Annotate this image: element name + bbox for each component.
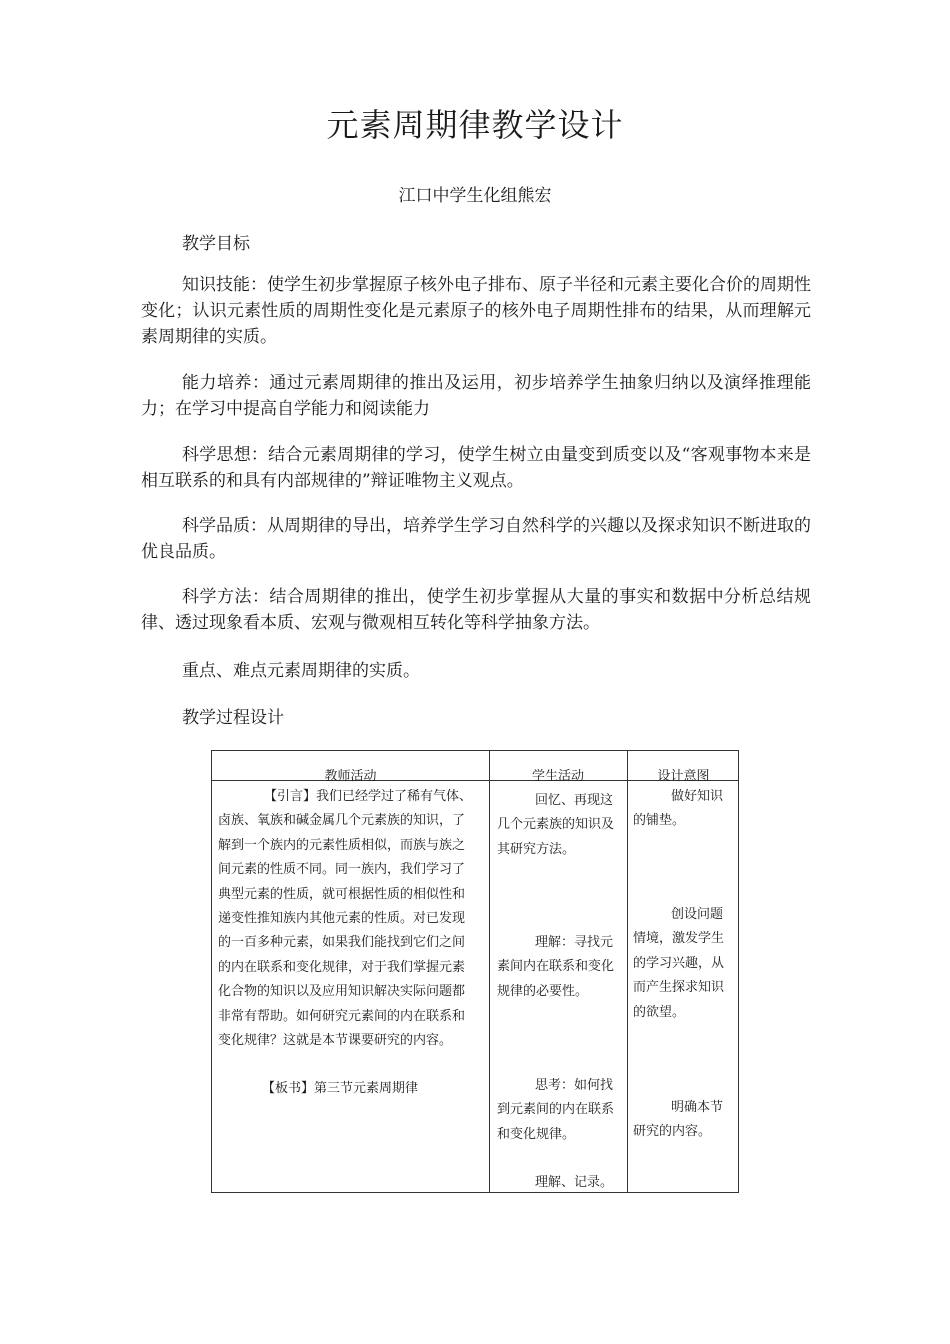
intent-situation-line: 情境，激发学生	[633, 931, 725, 947]
teacher-intro-line: 变化规律？这就是本节课要研究的内容。	[218, 1033, 453, 1049]
teacher-intro-line: 典型元素的性质，就可根据性质的相似性和	[218, 886, 466, 902]
student-understand-line: 规律的必要性。	[497, 983, 589, 999]
student-understand-line: 理解：寻找元	[535, 935, 614, 950]
key-points: 重点、难点元素周期律的实质。	[182, 661, 420, 681]
intent-situation-line: 的学习兴趣，从	[633, 955, 725, 971]
teacher-intro	[218, 785, 486, 1053]
intent-clarify-line: 明确本节	[671, 1100, 724, 1115]
student-record: 理解、记录。	[535, 1175, 614, 1190]
author-line: 江口中学生化组熊宏	[398, 186, 552, 206]
student-recall	[497, 789, 625, 862]
student-recall-line: 其研究方法。	[497, 841, 576, 857]
paragraph-knowledge: 知识技能：使学生初步掌握原子核外电子排布、原子半径和元素主要化合价的周期性变化；认识元素性质的周期性变化是元素原子的核外电子周期性排布的结果，从而理解元素周期律的实质。	[141, 275, 811, 347]
objectives-heading: 教学目标	[182, 234, 250, 254]
intent-groundwork	[633, 785, 737, 834]
paragraph-method: 科学方法：结合周期律的推出，使学生初步掌握从大量的事实和数据中分析总结规律、透过现象看本质、宏观与微观相互转化等科学抽象方法。	[141, 587, 811, 633]
student-recall-line: 几个元素族的知识及	[497, 817, 615, 833]
intent-clarify-line: 研究的内容。	[633, 1124, 712, 1140]
intent-groundwork-line: 的铺垫。	[633, 813, 686, 829]
header-student: 学生活动	[531, 769, 584, 784]
teacher-intro-line: 化合物的知识以及应用知识解决实际问题都	[218, 984, 466, 1000]
student-think	[497, 1074, 625, 1147]
teacher-intro-line: 卤族、氧族和碱金属几个元素族的知识，了	[218, 813, 466, 829]
intent-situation-line: 而产生探求知识	[633, 980, 725, 996]
student-think-line: 到元素间的内在联系	[497, 1102, 615, 1118]
teacher-intro-line: 解到一个族内的元素性质相似，而族与族之	[218, 837, 466, 853]
paragraph-thought: 科学思想：结合元素周期律的学习，使学生树立由量变到质变以及“客观事物本来是相互联系的和具有内部规律的”辩证唯物主义观点。	[141, 445, 811, 491]
intent-clarify	[633, 1096, 737, 1145]
teacher-intro-line: 的内在联系和变化规律，对于我们掌握元素	[218, 959, 466, 975]
table-divider	[489, 751, 490, 1192]
teacher-intro-line: 非常有帮助。如何研究元素间的内在联系和	[218, 1008, 466, 1024]
student-think-line: 和变化规律。	[497, 1126, 576, 1142]
intent-situation-line: 创设问题	[671, 907, 724, 922]
process-table	[211, 750, 739, 1193]
student-think-line: 思考：如何找	[535, 1078, 614, 1093]
document-title: 元素周期律教学设计	[326, 106, 624, 144]
student-understand-line: 素间内在联系和变化	[497, 959, 615, 975]
paragraph-ability: 能力培养：通过元素周期律的推出及运用，初步培养学生抽象归纳以及演绎推理能力；在学习中提高自学能力和阅读能力	[141, 373, 811, 419]
intent-situation-line: 的欲望。	[633, 1004, 686, 1020]
paragraph-quality: 科学品质：从周期律的导出，培养学生学习自然科学的兴趣以及探求知识不断进取的优良品质。	[141, 516, 811, 562]
student-understand	[497, 931, 625, 1004]
teacher-intro-line: 的一百多种元素，如果我们能找到它们之间	[218, 935, 466, 951]
student-recall-line: 回忆、再现这	[535, 793, 614, 808]
teacher-intro-line: 间元素的性质不同。同一族内，我们学习了	[218, 862, 466, 878]
intent-groundwork-line: 做好知识	[671, 789, 724, 804]
teacher-intro-line: 递变性推知族内其他元素的性质。对已发现	[218, 911, 466, 927]
process-heading: 教学过程设计	[182, 708, 284, 728]
teacher-board: 【板书】第三节元素周期律	[262, 1081, 419, 1096]
intent-situation	[633, 903, 737, 1025]
header-teacher: 教师活动	[324, 769, 377, 784]
table-divider	[627, 751, 628, 1192]
header-intent: 设计意图	[657, 769, 710, 784]
teacher-intro-line: 【引言】我们已经学过了稀有气体、	[264, 789, 473, 804]
